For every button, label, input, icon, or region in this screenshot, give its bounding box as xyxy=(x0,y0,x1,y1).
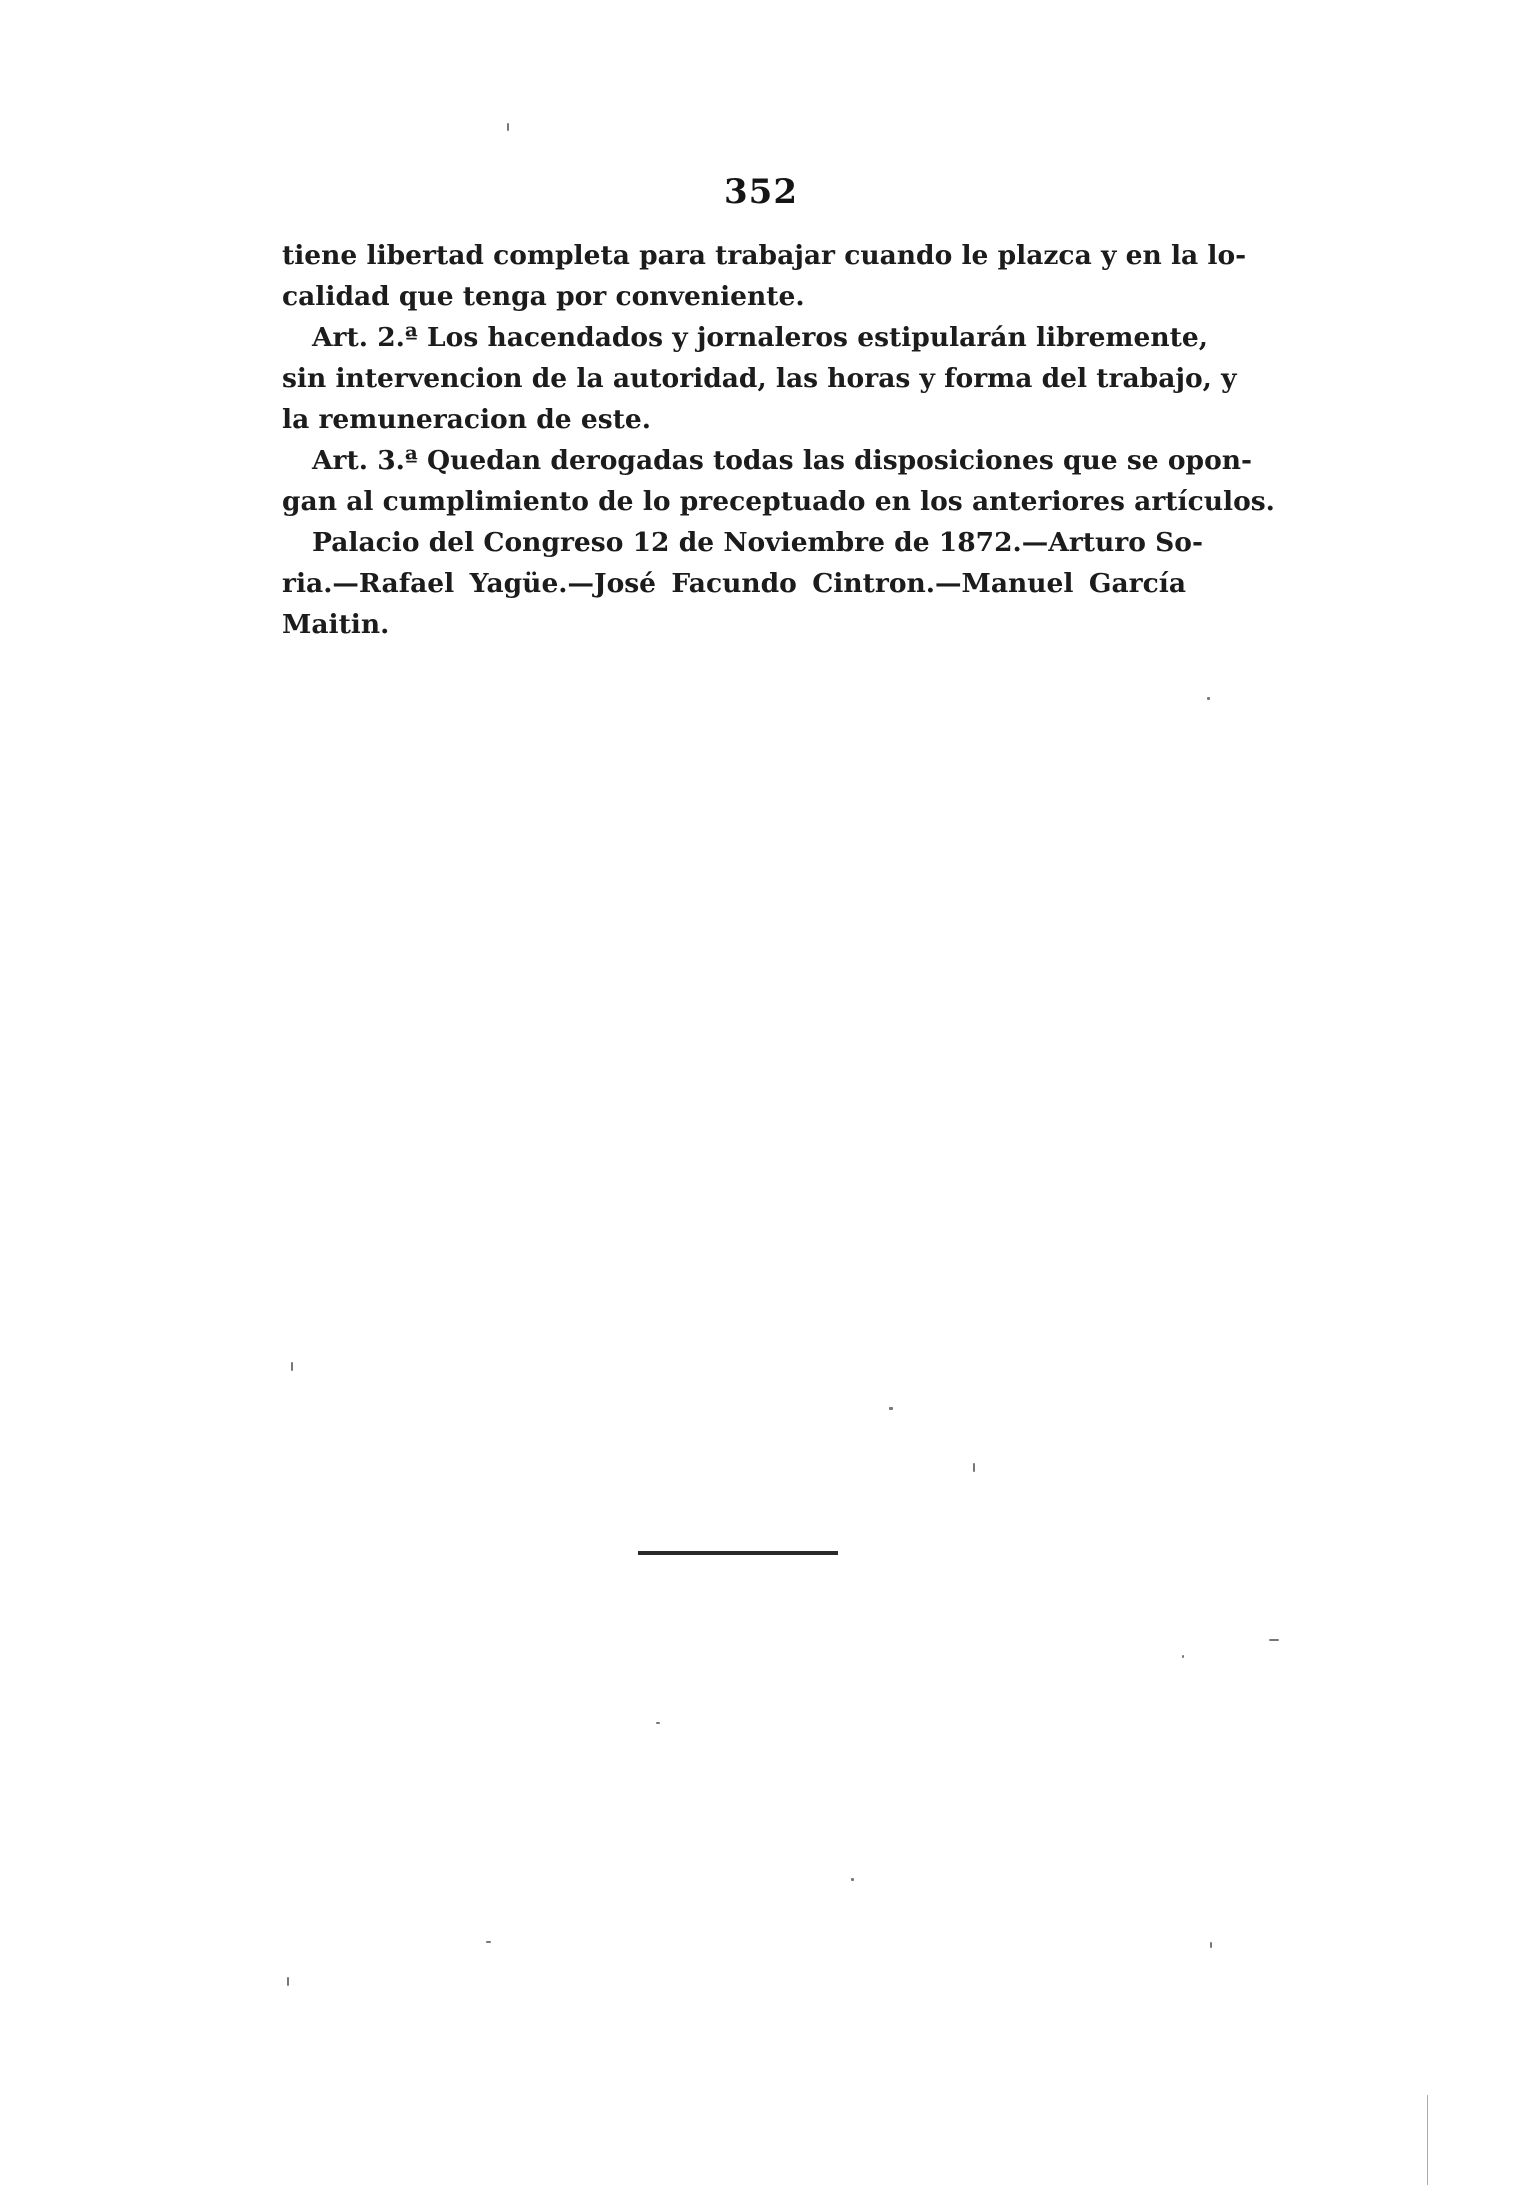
scan-speck xyxy=(889,1407,893,1410)
scan-speck xyxy=(973,1463,975,1472)
scan-speck xyxy=(1207,697,1210,700)
text-line: Palacio del Congreso 12 de Noviembre de 1872.—Arturo So- xyxy=(312,527,1203,558)
text-line: sin intervencion de la autoridad, las horas y forma del trabajo, y xyxy=(282,363,1237,394)
document-body xyxy=(282,235,1275,645)
scan-speck xyxy=(1269,1639,1279,1641)
scan-speck xyxy=(507,123,509,131)
text-line: Maitin. xyxy=(282,609,390,640)
scan-speck xyxy=(486,1941,491,1943)
scan-speck xyxy=(1182,1655,1184,1658)
text-line: gan al cumplimiento de lo preceptuado en los anteriores artículos. xyxy=(282,486,1275,517)
scan-speck xyxy=(287,1977,289,1986)
text-line: calidad que tenga por conveniente. xyxy=(282,281,805,312)
scan-speck xyxy=(1427,2095,1428,2185)
text-line: tiene libertad completa para trabajar cuando le plazca y en la lo- xyxy=(282,240,1247,271)
text-line: Art. 3.ª Quedan derogadas todas las disposiciones que se opon- xyxy=(312,445,1253,476)
section-divider-rule xyxy=(638,1551,838,1555)
text-line: Art. 2.ª Los hacendados y jornaleros estipularán libremente, xyxy=(312,322,1208,353)
scan-speck xyxy=(291,1362,293,1371)
text-line: la remuneracion de este. xyxy=(282,404,651,435)
scan-speck xyxy=(1210,1942,1212,1948)
page-number: 352 xyxy=(724,172,798,212)
scan-speck xyxy=(656,1722,660,1724)
text-line: ria.—Rafael Yagüe.—José Facundo Cintron.—Manuel García xyxy=(282,568,1186,599)
scan-speck xyxy=(851,1878,854,1881)
